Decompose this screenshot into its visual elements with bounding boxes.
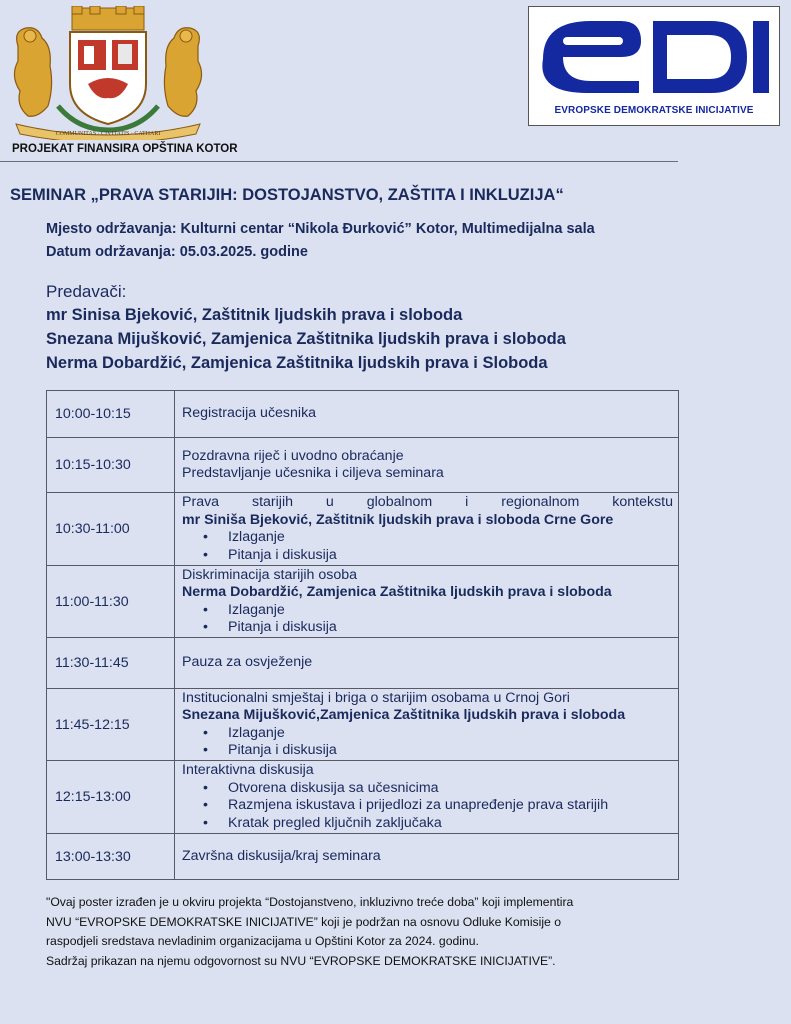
activity-line: Pozdravna riječ i uvodno obraćanje xyxy=(182,447,404,464)
activity-bullets xyxy=(182,780,673,833)
time-slot: 10:00-10:15 xyxy=(47,391,175,438)
crest-ribbon-text: COMMUNITAS · CIVITATIS · CATHARI xyxy=(55,131,161,137)
bullet-item: • Razmjena iskustava i prijedlozi za unapređenje prava starijih xyxy=(228,797,673,815)
lecturers-label: Predavači: xyxy=(46,282,127,301)
activity-line: Završna diskusija/kraj seminara xyxy=(182,847,381,864)
bullet-item: • Otvorena diskusija sa učesnicima xyxy=(228,780,673,798)
activity-line: Registracija učesnika xyxy=(182,405,317,422)
footnote-line: NVU “EVROPSKE DEMOKRATSKE INICIJATIVE” koji je podržan na osnovu Odluke Komisije o xyxy=(46,914,561,929)
bullet-item: • Pitanja i diskusija xyxy=(228,742,673,760)
activity-topic: Institucionalni smještaj i briga o starijim osobama u Crnoj Gori xyxy=(182,689,570,706)
time-slot: 10:30-11:00 xyxy=(47,493,175,566)
footnote-line: "Ovaj poster izrađen je u okviru projekta “Dostojanstveno, inkluzivno treće doba” koji implementira xyxy=(46,895,574,909)
activity-cell xyxy=(175,834,679,880)
footnote-line: raspodjeli sredstava nevladinim organizacijama u Opštini Kotor za 2024. godinu. xyxy=(46,934,479,948)
activity-topic: Interaktivna diskusija xyxy=(182,762,314,778)
activity-cell xyxy=(175,761,679,834)
time-slot: 11:00-11:30 xyxy=(47,566,175,638)
schedule-row xyxy=(47,761,679,834)
activity-speaker: mr Siniša Bjeković, Zaštitnik ljudskih prava i sloboda Crne Gore xyxy=(182,511,614,528)
bullet-item: • Izlaganje xyxy=(228,529,673,547)
activity-bullets xyxy=(182,529,673,564)
time-slot: 13:00-13:30 xyxy=(47,834,175,880)
lecturer-item: Snezana Mijušković, Zamjenica Zaštitnika ljudskih prava i sloboda xyxy=(46,330,566,348)
funded-by-label: PROJEKAT FINANSIRA OPŠTINA KOTOR xyxy=(12,143,238,155)
activity-cell xyxy=(175,638,679,689)
logo-caption: EVROPSKE DEMOKRATSKE INICIJATIVE xyxy=(554,105,754,116)
bullet-item: • Izlaganje xyxy=(228,725,673,743)
lecturer-item: mr Sinisa Bjeković, Zaštitnik ljudskih prava i sloboda xyxy=(46,306,463,324)
lecturer-item: Nerma Dobardžić, Zamjenica Zaštitnika ljudskih prava i Sloboda xyxy=(46,354,548,372)
time-slot: 10:15-10:30 xyxy=(47,438,175,493)
activity-topic: Prava starijih u globalnom i regionalnom kontekstu xyxy=(182,494,673,510)
time-slot: 12:15-13:00 xyxy=(47,761,175,834)
seminar-title: SEMINAR „PRAVA STARIJIH: DOSTOJANSTVO, ZAŠTITA I INKLUZIJA“ xyxy=(10,186,564,204)
schedule-row xyxy=(47,566,679,638)
activity-bullets xyxy=(182,602,673,637)
activity-cell xyxy=(175,689,679,761)
schedule-row xyxy=(47,689,679,761)
schedule-row xyxy=(47,438,679,493)
date-info: Datum održavanja: 05.03.2025. godine xyxy=(46,244,308,260)
schedule-row xyxy=(47,391,679,438)
header-divider xyxy=(0,161,678,162)
bullet-item: • Pitanja i diskusija xyxy=(228,619,673,637)
time-slot: 11:30-11:45 xyxy=(47,638,175,689)
activity-line: Predstavljanje učesnika i ciljeva seminara xyxy=(182,465,444,481)
footnote-line: Sadržaj prikazan na njemu odgovornost su NVU “EVROPSKE DEMOKRATSKE INICIJATIVE”. xyxy=(46,953,556,968)
bullet-item: • Izlaganje xyxy=(228,602,673,620)
schedule-row xyxy=(47,834,679,880)
bullet-item: • Kratak pregled ključnih zaključaka xyxy=(228,815,673,833)
footnote xyxy=(46,893,686,971)
activity-speaker: Nerma Dobardžić, Zamjenica Zaštitnika ljudskih prava i sloboda xyxy=(182,584,612,600)
activity-cell xyxy=(175,493,679,566)
activity-speaker: Snezana Mijušković,Zamjenica Zaštitnika ljudskih prava i sloboda xyxy=(182,707,626,723)
bullet-item: • Pitanja i diskusija xyxy=(228,547,673,565)
schedule-table xyxy=(46,390,679,880)
venue-info: Mjesto održavanja: Kulturni centar “Nikola Đurković” Kotor, Multimedijalna sala xyxy=(46,221,595,237)
activity-cell xyxy=(175,391,679,438)
activity-cell xyxy=(175,566,679,638)
edi-logo-icon xyxy=(528,6,780,126)
schedule-row xyxy=(47,493,679,566)
time-slot: 11:45-12:15 xyxy=(47,689,175,761)
kotor-coat-of-arms-icon xyxy=(8,6,208,140)
activity-topic: Diskriminacija starijih osoba xyxy=(182,566,358,583)
activity-cell xyxy=(175,438,679,493)
schedule-row xyxy=(47,638,679,689)
activity-line: Pauza za osvježenje xyxy=(182,654,313,671)
activity-bullets xyxy=(182,725,673,760)
